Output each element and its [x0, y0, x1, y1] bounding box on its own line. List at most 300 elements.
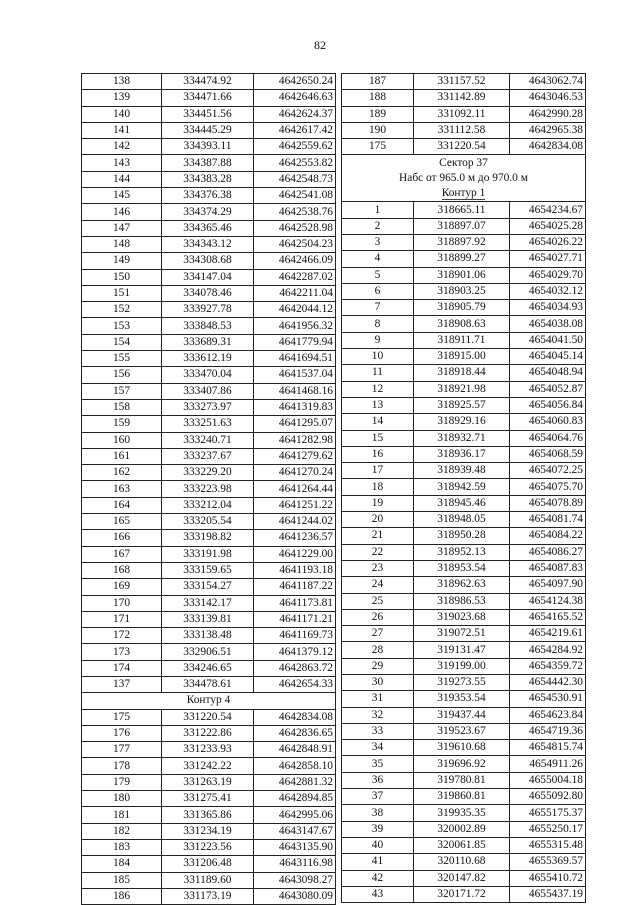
x-coordinate: 333470.04: [162, 367, 254, 383]
coordinates-table-left-body: [82, 74, 336, 905]
y-coordinate: 4641193.18: [254, 562, 336, 578]
point-number: 161: [82, 448, 162, 464]
point-number: 151: [82, 285, 162, 301]
x-coordinate: 319353.54: [414, 691, 510, 707]
y-coordinate: 4654026.22: [510, 234, 586, 250]
coordinate-row: [82, 546, 336, 562]
coordinate-row: [342, 789, 586, 805]
y-coordinate: 4655092.80: [510, 789, 586, 805]
coordinate-row: [82, 188, 336, 204]
coordinate-row: [82, 139, 336, 155]
x-coordinate: 331142.89: [414, 90, 510, 106]
coordinate-row: [82, 497, 336, 513]
point-number: 177: [82, 742, 162, 758]
section-header-text: Контур 4: [186, 694, 231, 707]
page-number: 82: [314, 38, 326, 52]
x-coordinate: 318936.17: [414, 446, 510, 462]
y-coordinate: 4642650.24: [254, 74, 336, 90]
x-coordinate: 318932.71: [414, 430, 510, 446]
point-number: 150: [82, 269, 162, 285]
point-number: 9: [342, 332, 414, 348]
coordinate-row: [342, 463, 586, 479]
coordinate-row: [82, 432, 336, 448]
y-coordinate: 4654078.89: [510, 495, 586, 511]
x-coordinate: 334343.12: [162, 236, 254, 252]
y-coordinate: 4642654.33: [254, 676, 336, 692]
coordinate-row: [82, 253, 336, 269]
y-coordinate: 4654219.61: [510, 626, 586, 642]
coordinate-row: [82, 725, 336, 741]
y-coordinate: 4642287.02: [254, 269, 336, 285]
coordinate-row: [82, 514, 336, 530]
point-number: 10: [342, 349, 414, 365]
point-number: 24: [342, 577, 414, 593]
y-coordinate: 4641264.44: [254, 481, 336, 497]
section-header: [342, 171, 586, 186]
point-number: 13: [342, 397, 414, 413]
x-coordinate: 331220.54: [414, 139, 510, 155]
coordinate-row: [342, 886, 586, 902]
y-coordinate: 4642504.23: [254, 236, 336, 252]
point-number: 174: [82, 660, 162, 676]
y-coordinate: 4642553.82: [254, 155, 336, 171]
x-coordinate: 331112.58: [414, 122, 510, 138]
y-coordinate: 4654029.70: [510, 267, 586, 283]
x-coordinate: 331223.56: [162, 839, 254, 855]
point-number: 28: [342, 642, 414, 658]
y-coordinate: 4642990.28: [510, 106, 586, 122]
x-coordinate: 333273.97: [162, 399, 254, 415]
point-number: 183: [82, 839, 162, 855]
coordinate-row: [342, 642, 586, 658]
point-number: 27: [342, 626, 414, 642]
coordinate-row: [82, 628, 336, 644]
x-coordinate: 331189.60: [162, 872, 254, 888]
coordinate-row: [82, 204, 336, 220]
coordinate-row: [342, 74, 586, 90]
y-coordinate: 4641282.98: [254, 432, 336, 448]
coordinate-row: [342, 414, 586, 430]
point-number: 141: [82, 122, 162, 138]
point-number: 157: [82, 383, 162, 399]
x-coordinate: 334383.28: [162, 171, 254, 187]
coordinate-row: [82, 416, 336, 432]
y-coordinate: 4654234.67: [510, 202, 586, 218]
y-coordinate: 4642211.04: [254, 285, 336, 301]
y-coordinate: 4654719.36: [510, 723, 586, 739]
coordinate-row: [82, 530, 336, 546]
x-coordinate: 333927.78: [162, 302, 254, 318]
coordinate-row: [82, 155, 336, 171]
point-number: 20: [342, 512, 414, 528]
y-coordinate: 4643135.90: [254, 839, 336, 855]
section-header-text: Контур 1: [441, 187, 486, 200]
x-coordinate: 320147.82: [414, 870, 510, 886]
coordinate-row: [342, 300, 586, 316]
y-coordinate: 4642894.85: [254, 791, 336, 807]
coordinate-row: [342, 381, 586, 397]
coordinate-row: [82, 171, 336, 187]
section-header-row: [342, 155, 586, 171]
point-number: 143: [82, 155, 162, 171]
y-coordinate: 4641236.57: [254, 530, 336, 546]
coordinate-row: [82, 579, 336, 595]
point-number: 11: [342, 365, 414, 381]
point-number: 172: [82, 628, 162, 644]
coordinate-row: [342, 479, 586, 495]
x-coordinate: 331275.41: [162, 791, 254, 807]
y-coordinate: 4642044.12: [254, 302, 336, 318]
x-coordinate: 318903.25: [414, 283, 510, 299]
coordinate-row: [82, 562, 336, 578]
y-coordinate: 4642965.38: [510, 122, 586, 138]
y-coordinate: 4655369.57: [510, 854, 586, 870]
y-coordinate: 4641468.16: [254, 383, 336, 399]
x-coordinate: 319273.55: [414, 674, 510, 690]
y-coordinate: 4655315.48: [510, 837, 586, 853]
x-coordinate: 333240.71: [162, 432, 254, 448]
section-header: [82, 693, 336, 709]
x-coordinate: 331092.11: [414, 106, 510, 122]
section-header-row: [342, 186, 586, 202]
coordinate-row: [82, 611, 336, 627]
y-coordinate: 4641694.51: [254, 351, 336, 367]
x-coordinate: 334365.46: [162, 220, 254, 236]
point-number: 138: [82, 74, 162, 90]
point-number: 175: [82, 709, 162, 725]
y-coordinate: 4641779.94: [254, 334, 336, 350]
point-number: 35: [342, 756, 414, 772]
y-coordinate: 4654623.84: [510, 707, 586, 723]
y-coordinate: 4654038.08: [510, 316, 586, 332]
x-coordinate: 320110.68: [414, 854, 510, 870]
y-coordinate: 4641537.04: [254, 367, 336, 383]
y-coordinate: 4641244.02: [254, 514, 336, 530]
point-number: 163: [82, 481, 162, 497]
point-number: 154: [82, 334, 162, 350]
x-coordinate: 318901.06: [414, 267, 510, 283]
y-coordinate: 4654815.74: [510, 740, 586, 756]
coordinate-row: [342, 560, 586, 576]
point-number: 5: [342, 267, 414, 283]
y-coordinate: 4642559.62: [254, 139, 336, 155]
point-number: 179: [82, 774, 162, 790]
point-number: 166: [82, 530, 162, 546]
x-coordinate: 318952.13: [414, 544, 510, 560]
point-number: 152: [82, 302, 162, 318]
point-number: 34: [342, 740, 414, 756]
y-coordinate: 4642834.08: [254, 709, 336, 725]
coordinates-table-right-body: [342, 74, 586, 903]
coordinate-row: [82, 823, 336, 839]
coordinate-row: [342, 267, 586, 283]
coordinate-row: [82, 839, 336, 855]
y-coordinate: 4654530.91: [510, 691, 586, 707]
section-header: [342, 155, 586, 171]
coordinate-row: [82, 367, 336, 383]
point-number: 185: [82, 872, 162, 888]
point-number: 147: [82, 220, 162, 236]
y-coordinate: 4654442.30: [510, 674, 586, 690]
x-coordinate: 334147.04: [162, 269, 254, 285]
coordinate-row: [342, 772, 586, 788]
point-number: 175: [342, 139, 414, 155]
x-coordinate: 334376.38: [162, 188, 254, 204]
y-coordinate: 4654027.71: [510, 251, 586, 267]
point-number: 184: [82, 856, 162, 872]
y-coordinate: 4642617.42: [254, 122, 336, 138]
coordinate-row: [342, 707, 586, 723]
section-header: [342, 186, 586, 202]
point-number: 7: [342, 300, 414, 316]
point-number: 15: [342, 430, 414, 446]
point-number: 165: [82, 514, 162, 530]
coordinate-row: [342, 821, 586, 837]
coordinate-row: [82, 872, 336, 888]
y-coordinate: 4642858.10: [254, 758, 336, 774]
x-coordinate: 334393.11: [162, 139, 254, 155]
y-coordinate: 4654087.83: [510, 560, 586, 576]
point-number: 149: [82, 253, 162, 269]
x-coordinate: 334445.29: [162, 122, 254, 138]
point-number: 162: [82, 465, 162, 481]
y-coordinate: 4641379.12: [254, 644, 336, 660]
x-coordinate: 333154.27: [162, 579, 254, 595]
x-coordinate: 333223.98: [162, 481, 254, 497]
x-coordinate: 318915.00: [414, 349, 510, 365]
y-coordinate: 4654081.74: [510, 512, 586, 528]
coordinate-row: [342, 756, 586, 772]
x-coordinate: 333191.98: [162, 546, 254, 562]
section-header-row: [82, 693, 336, 709]
point-number: 181: [82, 807, 162, 823]
point-number: 186: [82, 888, 162, 904]
coordinate-row: [82, 383, 336, 399]
coordinate-row: [342, 139, 586, 155]
x-coordinate: 333848.53: [162, 318, 254, 334]
y-coordinate: 4642646.63: [254, 90, 336, 106]
x-coordinate: 331220.54: [162, 709, 254, 725]
x-coordinate: 333612.19: [162, 351, 254, 367]
y-coordinate: 4641173.81: [254, 595, 336, 611]
point-number: 42: [342, 870, 414, 886]
x-coordinate: 318929.16: [414, 414, 510, 430]
section-header-row: [342, 171, 586, 186]
point-number: 140: [82, 106, 162, 122]
coordinate-row: [82, 676, 336, 692]
x-coordinate: 319780.81: [414, 772, 510, 788]
point-number: 189: [342, 106, 414, 122]
coordinate-row: [342, 740, 586, 756]
y-coordinate: 4642548.73: [254, 171, 336, 187]
coordinate-row: [82, 90, 336, 106]
point-number: 158: [82, 399, 162, 415]
point-number: 23: [342, 560, 414, 576]
x-coordinate: 320171.72: [414, 886, 510, 902]
y-coordinate: 4641229.00: [254, 546, 336, 562]
y-coordinate: 4642466.09: [254, 253, 336, 269]
point-number: 16: [342, 446, 414, 462]
coordinate-row: [342, 870, 586, 886]
coordinates-table-left: [81, 73, 336, 905]
point-number: 4: [342, 251, 414, 267]
point-number: 36: [342, 772, 414, 788]
x-coordinate: 333138.48: [162, 628, 254, 644]
y-coordinate: 4643098.27: [254, 872, 336, 888]
coordinate-row: [82, 465, 336, 481]
point-number: 25: [342, 593, 414, 609]
coordinate-row: [342, 365, 586, 381]
coordinate-row: [82, 318, 336, 334]
y-coordinate: 4643080.09: [254, 888, 336, 904]
point-number: 14: [342, 414, 414, 430]
coordinate-row: [342, 512, 586, 528]
x-coordinate: 334308.68: [162, 253, 254, 269]
point-number: 21: [342, 528, 414, 544]
coordinate-row: [82, 774, 336, 790]
coordinate-row: [342, 593, 586, 609]
y-coordinate: 4642836.65: [254, 725, 336, 741]
x-coordinate: 334078.46: [162, 285, 254, 301]
coordinate-row: [342, 495, 586, 511]
x-coordinate: 331263.19: [162, 774, 254, 790]
x-coordinate: 318918.44: [414, 365, 510, 381]
coordinate-row: [342, 430, 586, 446]
x-coordinate: 334478.61: [162, 676, 254, 692]
y-coordinate: 4642995.06: [254, 807, 336, 823]
y-coordinate: 4654124.38: [510, 593, 586, 609]
y-coordinate: 4641187.22: [254, 579, 336, 595]
coordinate-row: [342, 691, 586, 707]
coordinate-row: [82, 220, 336, 236]
point-number: 169: [82, 579, 162, 595]
x-coordinate: 319072.51: [414, 626, 510, 642]
x-coordinate: 331173.19: [162, 888, 254, 904]
x-coordinate: 319935.35: [414, 805, 510, 821]
x-coordinate: 319199.00: [414, 658, 510, 674]
y-coordinate: 4654064.76: [510, 430, 586, 446]
x-coordinate: 318897.92: [414, 234, 510, 250]
coordinate-row: [342, 854, 586, 870]
x-coordinate: 334374.29: [162, 204, 254, 220]
x-coordinate: 319610.68: [414, 740, 510, 756]
x-coordinate: 319523.67: [414, 723, 510, 739]
x-coordinate: 318925.57: [414, 397, 510, 413]
x-coordinate: 318962.63: [414, 577, 510, 593]
y-coordinate: 4654075.70: [510, 479, 586, 495]
point-number: 41: [342, 854, 414, 870]
x-coordinate: 333689.31: [162, 334, 254, 350]
point-number: 31: [342, 691, 414, 707]
y-coordinate: 4655004.18: [510, 772, 586, 788]
x-coordinate: 334451.56: [162, 106, 254, 122]
y-coordinate: 4642834.08: [510, 139, 586, 155]
y-coordinate: 4654284.92: [510, 642, 586, 658]
point-number: 12: [342, 381, 414, 397]
y-coordinate: 4654165.52: [510, 609, 586, 625]
point-number: 6: [342, 283, 414, 299]
y-coordinate: 4654048.94: [510, 365, 586, 381]
point-number: 37: [342, 789, 414, 805]
y-coordinate: 4643062.74: [510, 74, 586, 90]
x-coordinate: 331206.48: [162, 856, 254, 872]
x-coordinate: 318899.27: [414, 251, 510, 267]
coordinate-row: [342, 544, 586, 560]
x-coordinate: 319023.68: [414, 609, 510, 625]
y-coordinate: 4654034.93: [510, 300, 586, 316]
x-coordinate: 333142.17: [162, 595, 254, 611]
y-coordinate: 4641319.83: [254, 399, 336, 415]
coordinate-row: [82, 285, 336, 301]
x-coordinate: 319437.44: [414, 707, 510, 723]
x-coordinate: 333139.81: [162, 611, 254, 627]
y-coordinate: 4654068.59: [510, 446, 586, 462]
x-coordinate: 333205.54: [162, 514, 254, 530]
y-coordinate: 4642624.37: [254, 106, 336, 122]
point-number: 176: [82, 725, 162, 741]
coordinate-row: [342, 609, 586, 625]
coordinates-table-right: [341, 73, 586, 903]
y-coordinate: 4654060.83: [510, 414, 586, 430]
x-coordinate: 333237.67: [162, 448, 254, 464]
coordinate-row: [342, 349, 586, 365]
x-coordinate: 318905.79: [414, 300, 510, 316]
y-coordinate: 4642848.91: [254, 742, 336, 758]
y-coordinate: 4641270.24: [254, 465, 336, 481]
y-coordinate: 4641279.62: [254, 448, 336, 464]
point-number: 167: [82, 546, 162, 562]
coordinate-row: [342, 658, 586, 674]
section-header-text: Набс от 965.0 м до 970.0 м: [399, 171, 528, 184]
x-coordinate: 331157.52: [414, 74, 510, 90]
point-number: 168: [82, 562, 162, 578]
point-number: 18: [342, 479, 414, 495]
x-coordinate: 333407.86: [162, 383, 254, 399]
y-coordinate: 4655250.17: [510, 821, 586, 837]
point-number: 164: [82, 497, 162, 513]
point-number: 146: [82, 204, 162, 220]
x-coordinate: 318939.48: [414, 463, 510, 479]
point-number: 170: [82, 595, 162, 611]
point-number: 155: [82, 351, 162, 367]
coordinate-row: [82, 660, 336, 676]
coordinate-row: [342, 577, 586, 593]
x-coordinate: 318908.63: [414, 316, 510, 332]
point-number: 182: [82, 823, 162, 839]
coordinate-row: [342, 626, 586, 642]
point-number: 2: [342, 218, 414, 234]
point-number: 22: [342, 544, 414, 560]
x-coordinate: 319860.81: [414, 789, 510, 805]
y-coordinate: 4654052.87: [510, 381, 586, 397]
coordinate-row: [82, 106, 336, 122]
coordinate-row: [82, 334, 336, 350]
point-number: 139: [82, 90, 162, 106]
coordinate-row: [82, 448, 336, 464]
point-number: 180: [82, 791, 162, 807]
point-number: 171: [82, 611, 162, 627]
coordinate-row: [82, 481, 336, 497]
x-coordinate: 334387.88: [162, 155, 254, 171]
section-header-text: Сектор 37: [439, 156, 488, 169]
point-number: 17: [342, 463, 414, 479]
x-coordinate: 318897.07: [414, 218, 510, 234]
coordinate-row: [342, 90, 586, 106]
x-coordinate: 318986.53: [414, 593, 510, 609]
point-number: 187: [342, 74, 414, 90]
coordinate-row: [342, 837, 586, 853]
point-number: 8: [342, 316, 414, 332]
